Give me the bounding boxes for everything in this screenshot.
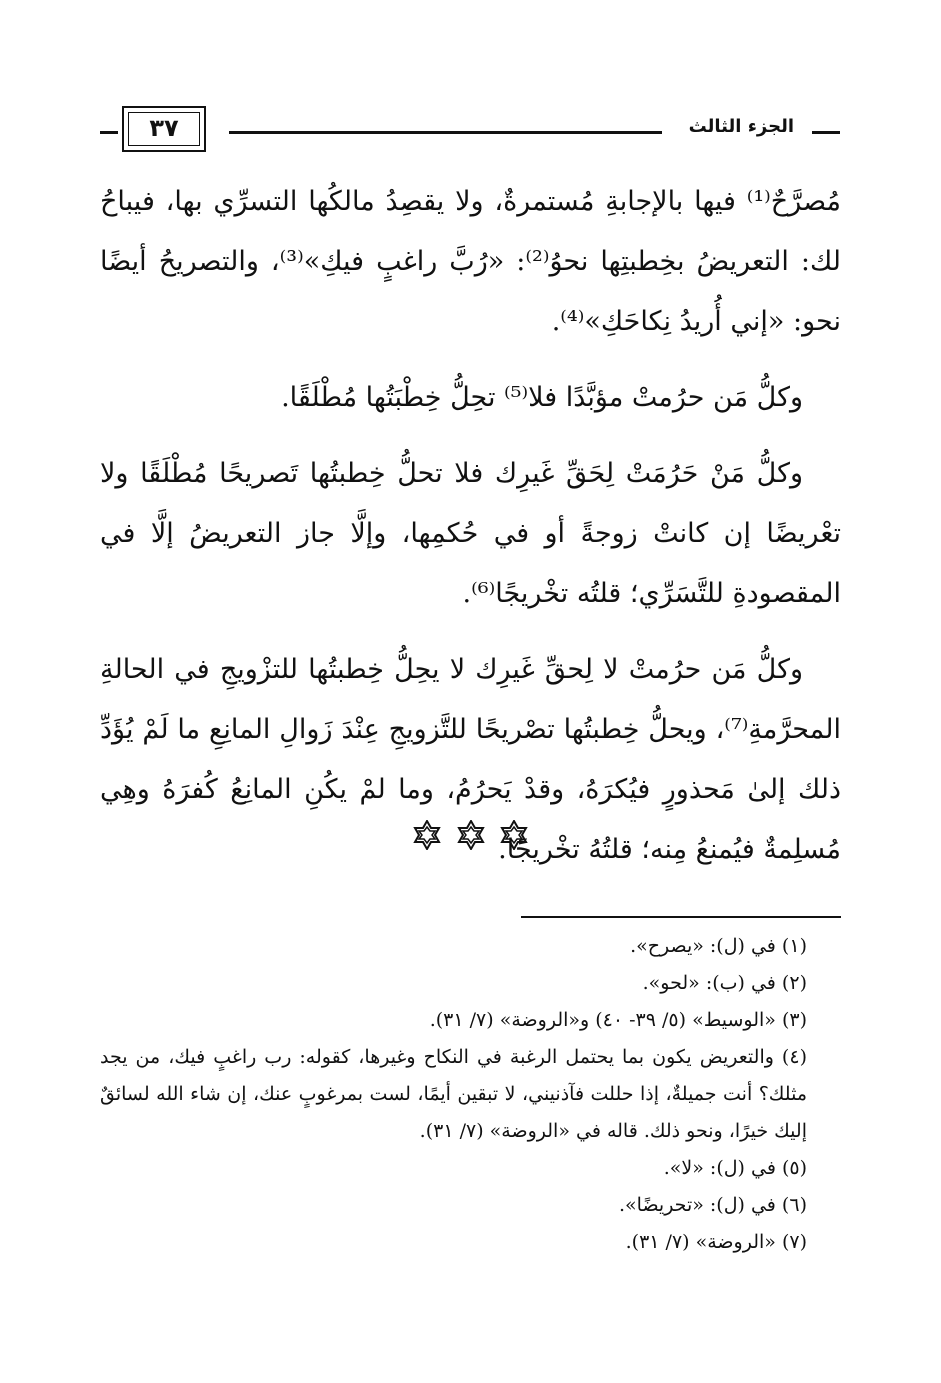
footnotes [100,928,841,1261]
page-header [100,100,840,160]
footnote: (٣) «الوسيط» (٥/ ٣٩- ٤٠) و«الروضة» (٧/ ٣١). [429,1009,807,1031]
paragraph: وكلُّ مَن حرُمتْ لا لِحقِّ غَيرِك لا يحِلُّ خِطبتُها للتزْويجِ في الحالةِ المحرَّمةِ⁽⁷⁾، ويحلُّ خِطبتُها تصْريحًا للتَّزويجِ عِنْدَ زَوالِ المانِعِ ما لَمْ يُؤَدِّ ذلك إلىٰ مَحذورٍ فيُكرَهُ، وقدْ يَحرُمُ، وما لمْ يكُنِ المانِعُ كُفرَهُ وهِي مُسلِمةٌ فيُمنعُ مِنه؛ قلتُهُ تخْريجًا. [100,654,841,865]
header-rule [229,131,662,134]
star-ornament-icon [412,820,442,850]
header-rule [100,131,118,134]
running-title: الجزء الثالث [688,116,794,137]
footnote: (٢) في (ب): «لحو». [642,972,807,994]
footnote: (٦) في (ل): «تحريضًا». [618,1194,807,1216]
star-ornament-icon [456,820,486,850]
footnote: (٥) في (ل): «لا». [663,1157,807,1179]
page-number: ٣٧ [149,114,179,142]
section-divider [0,820,941,854]
page-number-frame [122,106,206,152]
footnote-separator [521,916,841,918]
footnote: (٧) «الروضة» (٧/ ٣١). [625,1231,807,1253]
paragraph: وكلُّ مَن حرُمتْ مؤبَّدًا فلا⁽⁵⁾ تحِلُّ خِطْبَتُها مُطْلَقًا. [281,382,803,413]
main-text [100,172,841,880]
star-ornament-icon [499,820,529,850]
paragraph: مُصرَّحٌ⁽¹⁾ فيها بالإجابةِ مُستمرةٌ، ولا يقصِدُ مالكُها التسرِّي بها، فيباحُ لك: التعريضُ بخِطبتِها نحوُ⁽²⁾: «رُبَّ راغبٍ فيكِ»⁽³⁾، والتصريحُ أيضًا نحو: «إني أُريدُ نِكاحَكِ»⁽⁴⁾. [100,186,841,337]
header-rule [812,131,840,134]
paragraph: وكلُّ مَنْ حَرُمَتْ لِحَقِّ غَيرِك فلا تحلُّ خِطبتُها تَصريحًا مُطْلَقًا ولا تعْريضًا إن كانتْ زوجةً أو في حُكمِها، وإلَّا جاز التعريضُ إلَّا في المقصودةِ للتَّسَرِّي؛ قلتُه تخْريجًا⁽⁶⁾. [100,458,841,609]
footnote: (١) في (ل): «يصرح». [630,935,807,957]
footnote: (٤) والتعريض يكون بما يحتمل الرغبة في النكاح وغيرها، كقوله: رب راغبٍ فيك، من يجد مثلك؟ أنت جميلةٌ، إذا حللت فآذنيني، لا تبقين أيمًا، لست بمرغوبٍ عنك، إن شاء الله لسائقٌ إليك خيرًا، ونحو ذلك. قاله في «الروضة» (٧/ ٣١). [100,1046,807,1142]
